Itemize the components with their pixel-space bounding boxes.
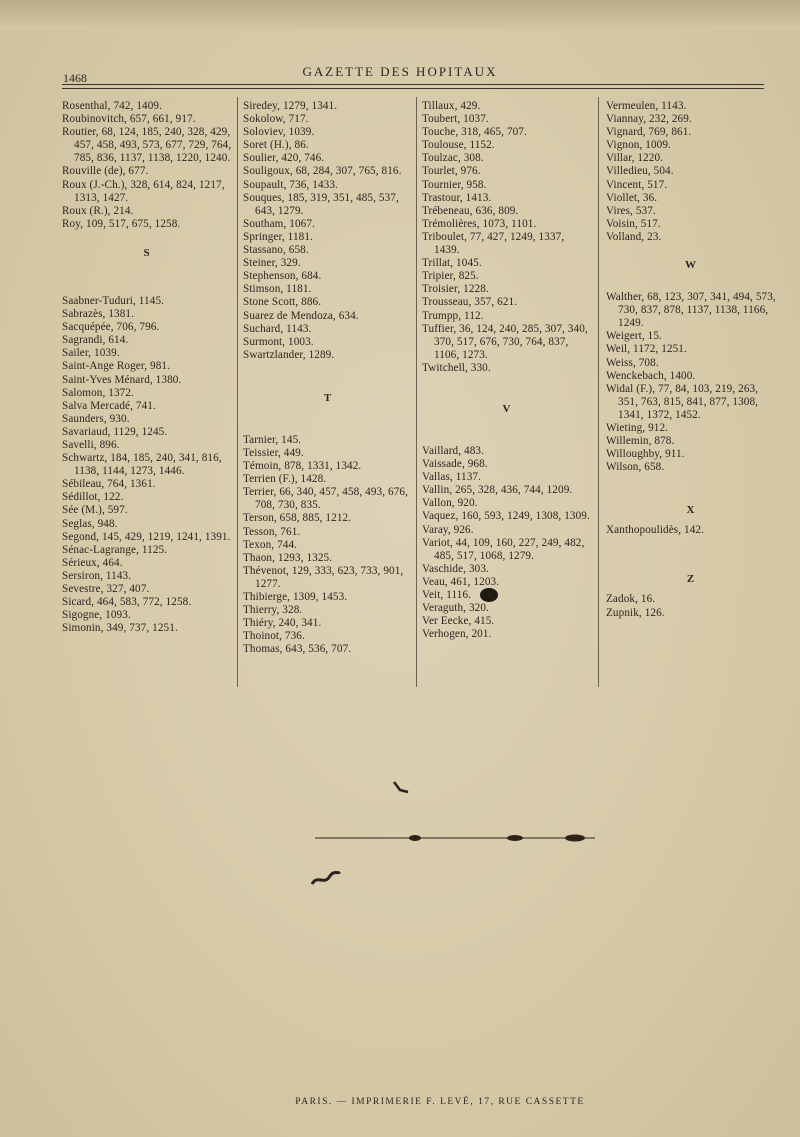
index-entry: Trillat, 1045. [422,257,482,270]
index-entry: Vaschide, 303. [422,562,489,575]
index-entry: Soupault, 736, 1433. [243,178,338,191]
index-entry: Savelli, 896. [62,438,120,451]
ink-mark [392,780,410,794]
index-entry: Rosenthal, 742, 1409. [62,100,162,112]
index-entry: Tesson, 761. [243,525,301,538]
index-entry: Stassano, 658. [243,244,309,257]
index-entry: Sacquépée, 706, 796. [62,321,160,334]
index-entry: Souligoux, 68, 284, 307, 765, 816. [243,165,402,178]
section-letter: T [323,391,333,404]
index-entry: Sérieux, 464. [62,556,123,569]
index-entry: Sersiron, 1143. [62,569,132,582]
index-entry: Vallon, 920. [422,497,478,510]
index-entry: Tillaux, 429. [422,100,481,112]
index-entry: Roux (J.-Ch.), 328, 614, 824, 1217, 1313, 1427. [62,178,225,204]
index-entry: Tarnier, 145. [243,433,302,446]
index-entry: Wilson, 658. [606,461,665,474]
index-entry: Roy, 109, 517, 675, 1258. [62,217,181,230]
section-letter: X [686,504,696,517]
index-entry: Roubinovitch, 657, 661, 917. [62,113,196,126]
index-entry: Zadok, 16. [606,593,656,606]
index-entry: Trumpp, 112. [422,309,484,322]
index-entry: Vallin, 265, 328, 436, 744, 1209. [422,484,573,497]
index-entry: Thaon, 1293, 1325. [243,551,333,564]
index-entry: Willoughby, 911. [606,448,685,461]
index-entry: Tuffier, 36, 124, 240, 285, 307, 340, 370, 517, 676, 730, 764, 837, 1106, 1273. [422,322,588,361]
index-entry: Weil, 1172, 1251. [606,343,687,356]
index-entry: Teissier, 449. [243,446,304,459]
index-entry: Vires, 537. [606,204,656,217]
index-entry: Volland, 23. [606,230,662,243]
index-entry: Témoin, 878, 1331, 1342. [243,460,362,473]
index-entry: Tripier, 825. [422,270,479,283]
section-letter: S [143,246,151,259]
index-entry: Troisier, 1228. [422,283,489,296]
index-entry: Savariaud, 1129, 1245. [62,425,168,438]
decorative-ornament [315,833,595,843]
index-entry: Vermeulen, 1143. [606,100,687,112]
index-column [62,100,232,635]
index-entry: Vaquez, 160, 593, 1249, 1308, 1309. [422,510,590,523]
index-entry: Soloviev, 1039. [243,126,315,139]
index-entry: Thomas, 643, 536, 707. [243,643,352,656]
index-entry: Terson, 658, 885, 1212. [243,512,352,525]
index-entry: Veit, 1116. [422,589,472,601]
index-entry: Trémolières, 1073, 1101. [422,217,537,230]
index-entry: Sigogne, 1093. [62,609,131,622]
index-entry: Villar, 1220. [606,152,664,165]
index-entry: Saunders, 930. [62,412,130,425]
index-column [606,100,776,620]
index-entry: Sagrandi, 614. [62,334,129,347]
index-entry: Stone Scott, 886. [243,296,322,309]
index-entry: Sevestre, 327, 407. [62,583,150,595]
index-entry: Vaillard, 483. [422,444,484,457]
index-entry: Wenckebach, 1400. [606,369,696,382]
index-entry: Toulzac, 308. [422,152,484,165]
index-entry: Viollet, 36. [606,191,658,204]
index-column [243,100,413,656]
page-number: 1468 [63,71,87,85]
index-entry: Veraguth, 320. [422,602,489,615]
index-entry: Sédillot, 122. [62,491,124,504]
index-entry: Vallas, 1137. [422,471,481,484]
section-letter: V [502,402,512,415]
index-entry: Trousseau, 357, 621. [422,296,518,309]
index-entry: Widal (F.), 77, 84, 103, 219, 263, 351, 763, 815, 841, 877, 1308, 1341, 1372, 1452. [606,382,759,421]
index-entry: Willemin, 878. [606,435,675,448]
index-entry: Thoinot, 736. [243,630,305,643]
index-entry: Vincent, 517. [606,178,668,191]
running-title: GAZETTE DES HOPITAUX [302,64,498,79]
index-entry: Salva Mercadé, 741. [62,399,156,412]
index-entry: Saint-Ange Roger, 981. [62,360,171,373]
index-entry: Terrier, 66, 340, 457, 458, 493, 676, 708, 730, 835. [243,486,408,512]
index-entry: Sokolow, 717. [243,113,309,126]
index-entry: Schwartz, 184, 185, 240, 341, 816, 1138, 1144, 1273, 1446. [62,452,222,478]
index-entry: Stimson, 1181. [243,283,312,296]
column-divider [237,97,238,687]
column-divider [598,97,599,687]
ink-mark [310,868,342,888]
index-entry: Trastour, 1413. [422,191,492,204]
index-entry: Viannay, 232, 269. [606,113,692,126]
index-entry: Trébeneau, 636, 809. [422,204,519,217]
index-entry: Triboulet, 77, 427, 1249, 1337, 1439. [422,230,565,257]
index-entry: Springer, 1181. [243,230,313,243]
index-entry: Villedieu, 504. [606,165,674,178]
index-entry: Soulier, 420, 746. [243,152,325,165]
index-column [422,100,592,641]
index-entry: Zupnik, 126. [606,606,665,619]
index-entry: Sicard, 464, 583, 772, 1258. [62,596,192,609]
index-entry: Steiner, 329. [243,257,301,270]
index-entry: Xanthopoulidès, 142. [606,524,705,537]
index-entry: Twitchell, 330. [422,361,491,374]
index-entry: Rouville (de), 677. [62,165,149,178]
index-entry: Variot, 44, 109, 160, 227, 249, 482, 485, 517, 1068, 1279. [422,536,585,562]
section-letter: Z [686,573,696,586]
index-entry: Verhogen, 201. [422,628,492,641]
printer-imprint: PARIS. — IMPRIMERIE F. LEVÉ, 17, RUE CASSETTE [295,1097,585,1107]
index-entry: Southam, 1067. [243,217,315,230]
index-entry: Terrien (F.), 1428. [243,473,327,486]
index-entry: Soret (H.), 86. [243,139,309,152]
index-entry: Veau, 461, 1203. [422,575,500,588]
index-entry: Salomon, 1372. [62,386,134,399]
column-divider [416,97,417,687]
index-entry: Siredey, 1279, 1341. [243,100,338,112]
index-entry: Varay, 926. [422,523,474,536]
index-entry: Sénac-Lagrange, 1125. [62,543,168,556]
index-entry: Saabner-Tuduri, 1145. [62,294,165,307]
index-entry: Stephenson, 684. [243,270,322,283]
index-entry: Saint-Yves Ménard, 1380. [62,373,182,386]
index-entry: Suarez de Mendoza, 634. [243,309,359,322]
index-entry: Seglas, 948. [62,517,118,530]
index-entry: Ver Eecke, 415. [422,615,495,628]
index-entry: Vignon, 1009. [606,139,671,152]
index-entry: Toubert, 1037. [422,113,489,126]
scan-edge [0,0,800,30]
index-entry: Touche, 318, 465, 707. [422,126,527,139]
index-entry: Sailer, 1039. [62,347,120,360]
ink-blot [478,587,500,603]
index-entry: Weigert, 15. [606,330,662,343]
index-entry: Vaissade, 968. [422,458,488,471]
index-entry: Sabrazès, 1381. [62,308,135,321]
index-entry: Routier, 68, 124, 185, 240, 328, 429, 457, 458, 493, 573, 677, 729, 764, 785, 836, 1137, 1138, 1220, 1240. [62,126,232,165]
index-entry: Walther, 68, 123, 307, 341, 494, 573, 730, 837, 878, 1137, 1138, 1166, 1249. [606,291,776,330]
header-rule [62,88,764,89]
header-rule [62,84,764,85]
section-letter: W [685,259,697,272]
index-entry: Sée (M.), 597. [62,504,128,517]
index-entry: Voisin, 517. [606,217,661,230]
index-entry: Souques, 185, 319, 351, 485, 537, 643, 1279. [243,191,399,217]
index-entry: Segond, 145, 429, 1219, 1241, 1391. [62,530,231,543]
index-entry: Thibierge, 1309, 1453. [243,591,348,603]
index-entry: Surmont, 1003. [243,335,314,348]
index-entry: Suchard, 1143. [243,322,312,335]
index-entry: Simonin, 349, 737, 1251. [62,622,178,635]
index-entry: Texon, 744. [243,538,298,551]
index-entry: Sébileau, 764, 1361. [62,478,156,491]
index-entry: Weiss, 708. [606,356,659,369]
index-entry: Roux (R.), 214. [62,204,134,217]
index-entry: Toulouse, 1152. [422,139,495,152]
index-entry: Vignard, 769, 861. [606,126,692,139]
index-entry: Tourlet, 976. [422,165,481,178]
index-entry: Tournier, 958. [422,178,487,191]
index-entry: Swartzlander, 1289. [243,348,335,361]
index-entry: Thiéry, 240, 341. [243,617,322,630]
index-entry: Thierry, 328. [243,604,303,617]
index-entry: Wieting, 912. [606,421,669,434]
index-entry: Thévenot, 129, 333, 623, 733, 901, 1277. [243,564,404,590]
